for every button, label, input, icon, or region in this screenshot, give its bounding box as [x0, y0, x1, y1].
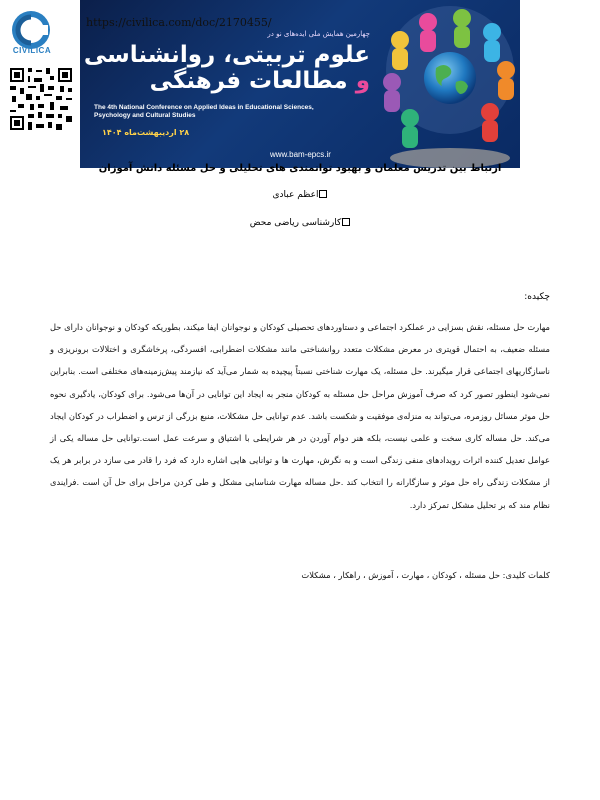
qr-code-icon: [8, 66, 74, 132]
conference-website[interactable]: www.bam-epcs.ir: [270, 150, 331, 159]
conference-title-line2: [84, 68, 370, 94]
conference-title: [84, 42, 370, 94]
conference-title-line2-text: مطالعات فرهنگی: [149, 68, 348, 94]
logo-text: CIVILICA: [12, 46, 52, 55]
conference-subtitle: چهارمین همایش ملی ایده‌های نو در: [267, 30, 370, 38]
author-marker-icon: [319, 190, 327, 198]
conference-title-line1: علوم تربیتی، روانشناسی: [83, 42, 370, 68]
conference-date: ۲۸ اردیبهشت‌ماه ۱۴۰۴: [102, 128, 190, 137]
affiliation: [20, 218, 580, 228]
affiliation-marker-icon: [342, 218, 350, 226]
abstract-text: مهارت حل مسئله، نقش بسزایی در عملکرد اجتماعی و دستاوردهای تحصیلی کودکان و نوجوانان ایفا میکند، بطوریکه کودکان و نوجوانان دارای حل مسئله ضعیف، به احتمال قویتری در معرض مشکلات متعدد روانشناختی مانند مشکلات اضطرابی، افسردگی، پرخاشگری و اختلالات برونریزی و ناسازگاریهای اجتماعی قرار میگیرند. حل مسئله، یک مهارت شناختی نسبتاً پیچیده به شمار می‌آید که نیازمند پیش‌زمینه‌های مختلفی است. بنابراین نمی‌شود اینطور تصور کرد که صرف آموزش مراحل حل مسئله به کودکان منجر به ایجاد این توانایی در آن‌ها می‌شود. برای کودکان، یادگیری نحوه حل موثر مسائل روزمره، می‌تواند به منزله‌ی موفقیت و شکست باشد. عدم توانایی حل مشکلات، منبع بزرگی از ترس و اضطراب در کودکان ایجاد می‌کند. حل مساله کاری سخت و علمی نیست، بلکه هنر دوام آوردن در هر شرایطی با اشتیاق و سرعت عمل است.توانایی حل مساله یکی از عوامل تعدیل کننده اثرات رویدادهای منفی زندگی است و به نگرش، مهارت ها و توانایی هایی اشاره دارد که فرد را قادر می سازد در برابر هر یک از مشکلات زندگی راه حل موثر و سازگارانه را انتخاب کند .حل مساله مهارت شناسایی مشکل و طی کردن مراحل برای حل آن است .فرایندی نظام مند که بر تحلیل مشکل تمرکز دارد.: [50, 322, 550, 510]
document-url[interactable]: https://civilica.com/doc/2170455/: [86, 16, 272, 29]
abstract-label: چکیده:: [524, 292, 550, 302]
conference-english-title: The 4th National Conference on Applied Ideas in Educational Sciences, Psychology and Cultural Studies: [94, 104, 314, 119]
paper-title: ارتباط بین تدریس معلمان و بهبود توانمندی های تحلیلی و حل مسئله دانش آموزان: [98, 163, 502, 174]
author: [20, 190, 580, 200]
keywords: کلمات کلیدی: حل مسئله ، کودکان ، مهارت ، آموزش ، راهکار ، مشکلات: [301, 570, 550, 580]
conference-banner: [80, 0, 520, 168]
conference-title-and: و: [355, 68, 370, 94]
affiliation-text: کارشناسی ریاضی محض: [249, 218, 342, 228]
globe-children-illustration: [370, 0, 520, 168]
author-name: اعظم عبادی: [272, 190, 319, 200]
